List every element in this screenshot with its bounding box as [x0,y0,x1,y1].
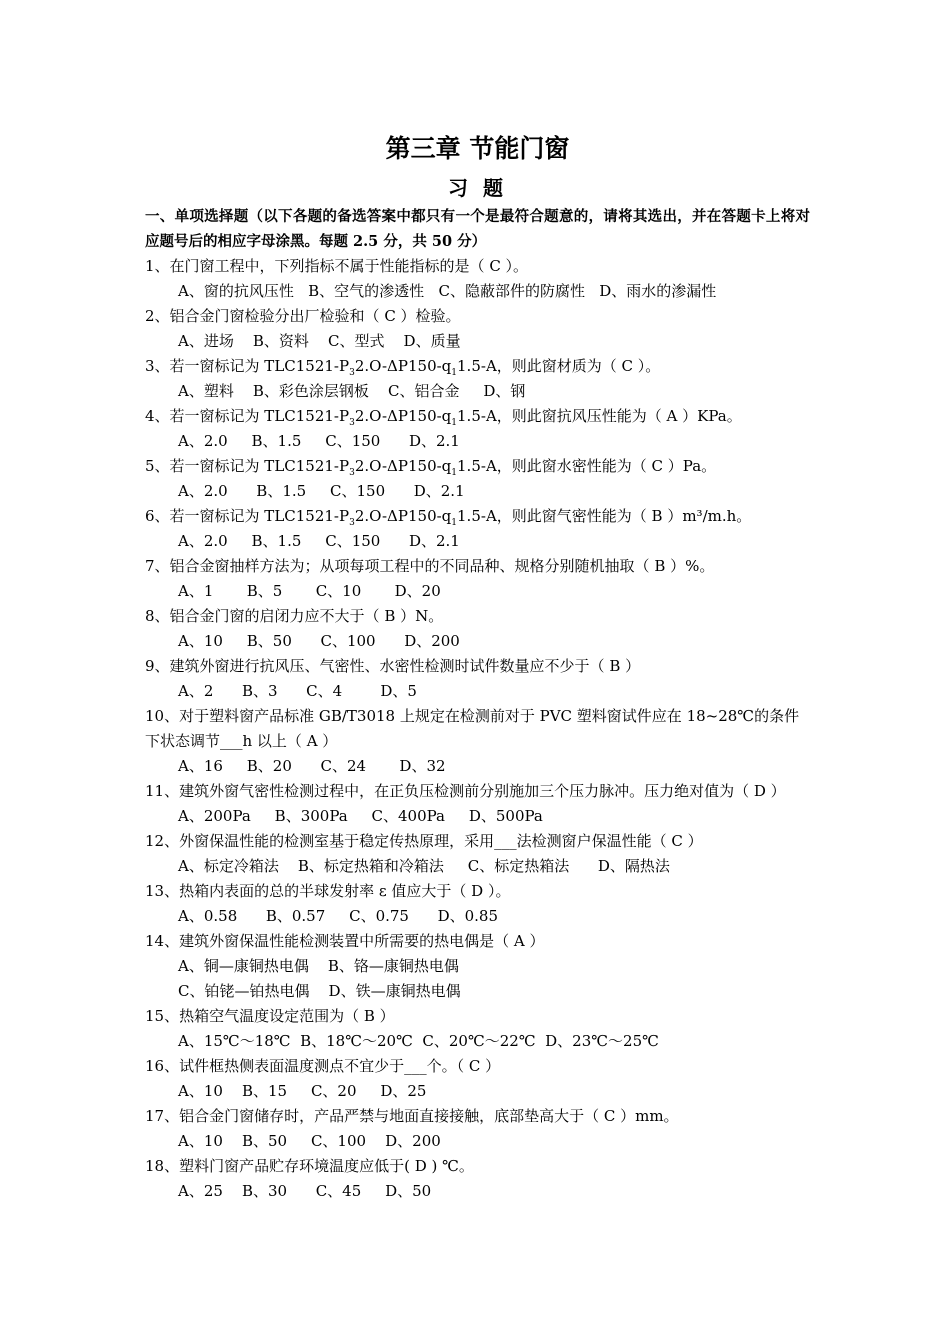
question-text-part: 5、若一窗标记为 TLC1521-P [145,457,350,475]
question-text: 13、热箱内表面的总的半球发射率 ε 值应大于（ D ）。 [145,882,511,900]
question-text-part: 3、若一窗标记为 TLC1521-P [145,357,350,375]
question-text: 9、建筑外窗进行抗风压、气密性、水密性检测时试件数量应不少于（ B ） [145,657,641,675]
question-text [145,404,810,429]
question-text-part: 3 [349,518,355,528]
answer-options: A、铜—康铜热电偶 B、铬—康铜热电偶 [178,957,459,975]
question-text-part: 1 [451,468,458,478]
question-text-part: 2.O-ΔP150-q [354,407,452,425]
question-text-part: 4、若一窗标记为 TLC1521-P [145,407,350,425]
answer-options: A、2.0 B、1.5 C、150 D、2.1 [178,432,460,450]
question-text: 14、建筑外窗保温性能检测装置中所需要的热电偶是（ A ） [145,932,545,950]
question-text [145,504,810,529]
section-instructions: 一、单项选择题（以下各题的备选答案中都只有一个是最符合题意的，请将其选出，并在答题卡上将对应题号后的相应字母涂黑。每题 2.5 分，共 50 分） [145,208,810,250]
question-text-part: 3 [349,468,355,478]
question-text-part: 2.O-ΔP150-q [354,507,452,525]
question-text: 18、塑料门窗产品贮存环境温度应低于( D ) ℃。 [145,1157,474,1175]
exercise-subtitle: 习 题 [448,176,507,200]
question-text [145,354,810,379]
question-text: 11、建筑外窗气密性检测过程中，在正负压检测前分别施加三个压力脉冲。压力绝对值为（ D ） [145,782,786,800]
question-text-part: 6、若一窗标记为 TLC1521-P [145,507,350,525]
answer-options: A、2.0 B、1.5 C、150 D、2.1 [178,482,465,500]
question-text-part: 1.5-A，则此窗抗风压性能为（ A ）KPa。 [457,407,742,425]
question-text-part: 3 [349,418,355,428]
answer-options: A、10 B、15 C、20 D、25 [178,1082,427,1100]
question-text-part: 1.5-A，则此窗气密性能为（ B ）m³/m.h。 [457,507,752,525]
question-text: 2、铝合金门窗检验分出厂检验和（ C ）检验。 [145,307,461,325]
answer-options: A、25 B、30 C、45 D、50 [178,1182,432,1200]
question-text: 15、热箱空气温度设定范围为（ B ） [145,1007,395,1025]
answer-options: A、1 B、5 C、10 D、20 [178,582,441,600]
answer-options: C、铂铑—铂热电偶 D、铁—康铜热电偶 [178,982,461,1000]
question-text: 10、对于塑料窗产品标准 GB/T3018 上规定在检测前对于 PVC 塑料窗试件应在 18~28℃的条件下状态调节___h 以上（ A ） [145,707,800,750]
question-text: 16、试件框热侧表面温度测点不宜少于___个。（ C ） [145,1057,501,1075]
question-text-part: 1 [451,518,458,528]
question-text: 1、在门窗工程中，下列指标不属于性能指标的是（ C ）。 [145,257,529,275]
answer-options: A、2.0 B、1.5 C、150 D、2.1 [178,532,460,550]
question-text [145,454,810,479]
question-text-part: 2.O-ΔP150-q [354,457,452,475]
question-text-part: 1 [451,368,458,378]
question-text-part: 1.5-A，则此窗水密性能为（ C ）Pa。 [457,457,717,475]
question-text-part: 1.5-A，则此窗材质为（ C ）。 [457,357,661,375]
question-text-part: 3 [349,368,355,378]
question-text: 17、铝合金门窗储存时，产品严禁与地面直接接触，底部垫高大于（ C ）mm。 [145,1107,679,1125]
question-list [145,254,810,1204]
answer-options: A、10 B、50 C、100 D、200 [178,1132,441,1150]
answer-options: A、16 B、20 C、24 D、32 [178,757,446,775]
answer-options: A、2 B、3 C、4 D、5 [178,682,417,700]
answer-options: A、15℃～18℃ B、18℃～20℃ C、20℃～22℃ D、23℃～25℃ [178,1032,659,1050]
answer-options: A、标定冷箱法 B、标定热箱和冷箱法 C、标定热箱法 D、隔热法 [178,857,670,875]
answer-options: A、窗的抗风压性 B、空气的渗透性 C、隐蔽部件的防腐性 D、雨水的渗漏性 [178,282,717,300]
answer-options: A、进场 B、资料 C、型式 D、质量 [178,332,461,350]
answer-options: A、10 B、50 C、100 D、200 [178,632,460,650]
answer-options: A、塑料 B、彩色涂层钢板 C、铝合金 D、钢 [178,382,526,400]
answer-options: A、0.58 B、0.57 C、0.75 D、0.85 [178,907,499,925]
question-text: 7、铝合金窗抽样方法为；从项每项工程中的不同品种、规格分别随机抽取（ B ）%。 [145,557,715,575]
question-text: 12、外窗保温性能的检测室基于稳定传热原理，采用___法检测窗户保温性能（ C ） [145,832,703,850]
question-text-part: 2.O-ΔP150-q [354,357,452,375]
answer-options: A、200Pa B、300Pa C、400Pa D、500Pa [178,807,543,825]
question-text: 8、铝合金门窗的启闭力应不大于（ B ）N。 [145,607,444,625]
question-text-part: 1 [451,418,458,428]
document-page [145,130,810,1204]
chapter-title: 第三章 节能门窗 [385,134,570,163]
